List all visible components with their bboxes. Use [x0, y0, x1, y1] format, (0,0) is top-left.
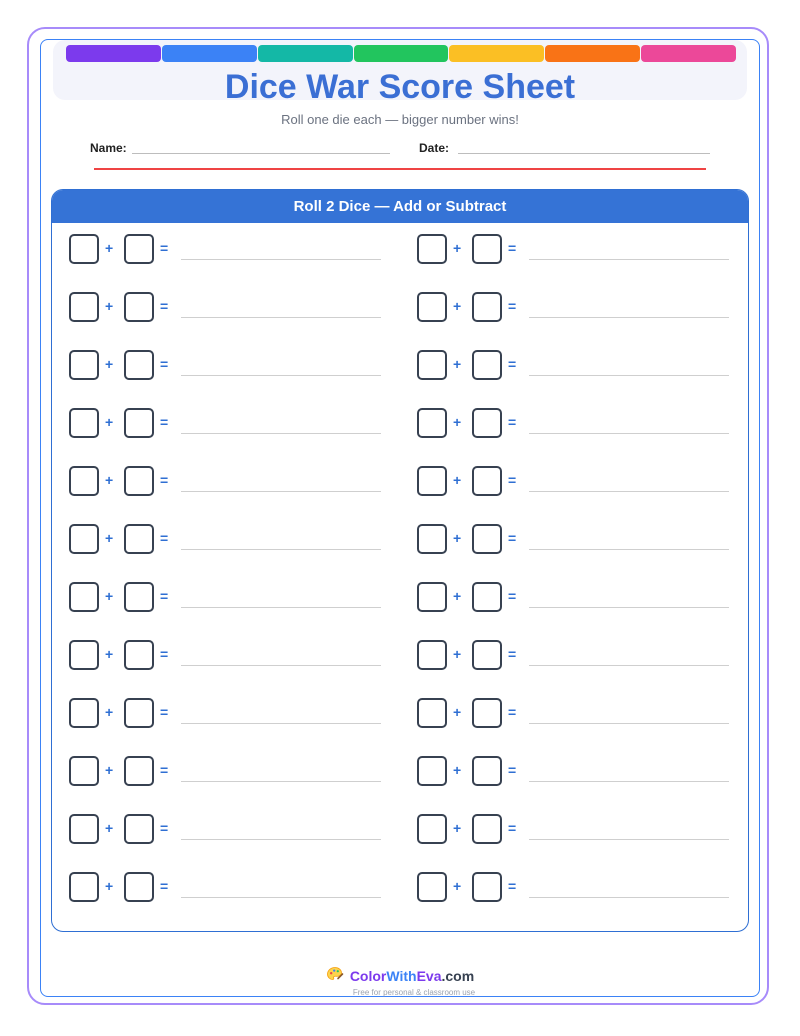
- plus-sign: +: [105, 472, 114, 488]
- equation-row: [52, 466, 748, 496]
- plus-sign: +: [105, 414, 114, 430]
- die-box-second[interactable]: [472, 582, 502, 612]
- die-box-second[interactable]: [472, 640, 502, 670]
- die-box-first[interactable]: [417, 582, 447, 612]
- die-box-first[interactable]: [69, 292, 99, 322]
- equation: [69, 234, 389, 264]
- die-box-second[interactable]: [472, 814, 502, 844]
- die-box-first[interactable]: [417, 640, 447, 670]
- equation: [417, 292, 737, 322]
- die-box-first[interactable]: [417, 350, 447, 380]
- equals-sign: =: [160, 704, 169, 720]
- answer-line[interactable]: [181, 375, 381, 376]
- plus-sign: +: [105, 356, 114, 372]
- equals-sign: =: [508, 704, 517, 720]
- equation-row: [52, 408, 748, 438]
- plus-sign: +: [453, 356, 462, 372]
- footer: [0, 966, 800, 997]
- equation: [417, 234, 737, 264]
- die-box-first[interactable]: [417, 524, 447, 554]
- color-bar-segment: [641, 45, 736, 62]
- answer-line[interactable]: [529, 433, 729, 434]
- palette-icon: [326, 966, 344, 988]
- die-box-second[interactable]: [472, 466, 502, 496]
- equation: [69, 292, 389, 322]
- die-box-second[interactable]: [124, 466, 154, 496]
- answer-line[interactable]: [529, 665, 729, 666]
- equals-sign: =: [508, 646, 517, 662]
- equation: [417, 756, 737, 786]
- die-box-second[interactable]: [472, 756, 502, 786]
- equals-sign: =: [508, 298, 517, 314]
- plus-sign: +: [453, 762, 462, 778]
- equals-sign: =: [160, 530, 169, 546]
- equals-sign: =: [508, 820, 517, 836]
- die-box-first[interactable]: [417, 872, 447, 902]
- color-bar-segment: [258, 45, 353, 62]
- equals-sign: =: [160, 762, 169, 778]
- answer-line[interactable]: [529, 723, 729, 724]
- equation: [417, 640, 737, 670]
- page-subtitle: Roll one die each — bigger number wins!: [281, 112, 519, 127]
- die-box-second[interactable]: [124, 350, 154, 380]
- die-box-second[interactable]: [472, 350, 502, 380]
- color-bar-segment: [162, 45, 257, 62]
- page-title: Dice War Score Sheet: [224, 68, 576, 106]
- plus-sign: +: [105, 878, 114, 894]
- equation-row: [52, 350, 748, 380]
- die-box-first[interactable]: [69, 408, 99, 438]
- die-box-first[interactable]: [417, 408, 447, 438]
- answer-line[interactable]: [529, 375, 729, 376]
- answer-line[interactable]: [529, 317, 729, 318]
- die-box-second[interactable]: [124, 292, 154, 322]
- die-box-first[interactable]: [69, 872, 99, 902]
- equation: [417, 350, 737, 380]
- color-bar-segment: [354, 45, 449, 62]
- equation: [417, 872, 737, 902]
- answer-line[interactable]: [181, 665, 381, 666]
- brand-suffix: .com: [441, 968, 475, 984]
- die-box-first[interactable]: [69, 524, 99, 554]
- die-box-first[interactable]: [417, 698, 447, 728]
- die-box-first[interactable]: [69, 350, 99, 380]
- equals-sign: =: [508, 762, 517, 778]
- die-box-second[interactable]: [124, 814, 154, 844]
- plus-sign: +: [105, 820, 114, 836]
- answer-line[interactable]: [181, 723, 381, 724]
- equals-sign: =: [508, 356, 517, 372]
- name-label: Name:: [90, 141, 127, 155]
- answer-line[interactable]: [529, 549, 729, 550]
- equation-row: [52, 640, 748, 670]
- plus-sign: +: [453, 298, 462, 314]
- brand-color: Color: [349, 968, 387, 984]
- die-box-first[interactable]: [417, 814, 447, 844]
- header-divider: [94, 168, 706, 170]
- answer-line[interactable]: [529, 259, 729, 260]
- equals-sign: =: [160, 820, 169, 836]
- score-section: [51, 189, 749, 932]
- die-box-first[interactable]: [69, 466, 99, 496]
- die-box-second[interactable]: [472, 234, 502, 264]
- answer-line[interactable]: [529, 491, 729, 492]
- equation-row: [52, 234, 748, 264]
- equation-row: [52, 814, 748, 844]
- equation: [69, 640, 389, 670]
- answer-line[interactable]: [181, 317, 381, 318]
- answer-line[interactable]: [181, 839, 381, 840]
- plus-sign: +: [105, 588, 114, 604]
- answer-line[interactable]: [181, 491, 381, 492]
- answer-line[interactable]: [181, 259, 381, 260]
- plus-sign: +: [453, 472, 462, 488]
- equals-sign: =: [160, 356, 169, 372]
- footer-brand[interactable]: [0, 966, 800, 988]
- answer-line[interactable]: [181, 549, 381, 550]
- plus-sign: +: [105, 240, 114, 256]
- equals-sign: =: [508, 240, 517, 256]
- equation: [69, 698, 389, 728]
- die-box-second[interactable]: [124, 640, 154, 670]
- die-box-first[interactable]: [69, 756, 99, 786]
- plus-sign: +: [453, 646, 462, 662]
- plus-sign: +: [453, 414, 462, 430]
- equation: [417, 582, 737, 612]
- equation-row: [52, 582, 748, 612]
- equals-sign: =: [160, 298, 169, 314]
- equation: [69, 350, 389, 380]
- equals-sign: =: [508, 878, 517, 894]
- equation: [417, 524, 737, 554]
- die-box-second[interactable]: [472, 872, 502, 902]
- equation-row: [52, 524, 748, 554]
- equation: [417, 408, 737, 438]
- equation: [69, 524, 389, 554]
- plus-sign: +: [105, 704, 114, 720]
- die-box-first[interactable]: [417, 756, 447, 786]
- die-box-second[interactable]: [124, 234, 154, 264]
- equals-sign: =: [508, 588, 517, 604]
- die-box-first[interactable]: [69, 640, 99, 670]
- name-field[interactable]: [132, 153, 390, 154]
- die-box-first[interactable]: [69, 234, 99, 264]
- equation: [417, 698, 737, 728]
- equation: [69, 582, 389, 612]
- color-bar-segment: [449, 45, 544, 62]
- die-box-first[interactable]: [69, 698, 99, 728]
- equals-sign: =: [160, 414, 169, 430]
- equation: [69, 466, 389, 496]
- die-box-second[interactable]: [124, 408, 154, 438]
- equals-sign: =: [508, 472, 517, 488]
- plus-sign: +: [453, 820, 462, 836]
- color-bar-segment: [545, 45, 640, 62]
- brand-eva: Eva: [416, 968, 442, 984]
- die-box-second[interactable]: [472, 408, 502, 438]
- equation: [417, 466, 737, 496]
- plus-sign: +: [453, 530, 462, 546]
- answer-line[interactable]: [181, 607, 381, 608]
- date-label: Date:: [419, 141, 450, 155]
- answer-line[interactable]: [181, 781, 381, 782]
- equals-sign: =: [160, 646, 169, 662]
- footer-tagline: Free for personal & classroom use: [352, 988, 476, 997]
- plus-sign: +: [453, 588, 462, 604]
- die-box-second[interactable]: [472, 524, 502, 554]
- die-box-first[interactable]: [69, 582, 99, 612]
- answer-line[interactable]: [529, 897, 729, 898]
- die-box-second[interactable]: [124, 582, 154, 612]
- plus-sign: +: [453, 704, 462, 720]
- equals-sign: =: [508, 530, 517, 546]
- equation: [69, 756, 389, 786]
- color-bar-segment: [66, 45, 161, 62]
- answer-line[interactable]: [529, 839, 729, 840]
- answer-line[interactable]: [529, 781, 729, 782]
- die-box-second[interactable]: [124, 698, 154, 728]
- equation-row: [52, 756, 748, 786]
- die-box-second[interactable]: [472, 698, 502, 728]
- brand-with: With: [386, 968, 417, 984]
- equation: [417, 814, 737, 844]
- equals-sign: =: [160, 878, 169, 894]
- rainbow-color-bar: [66, 45, 736, 62]
- date-field[interactable]: [458, 153, 710, 154]
- plus-sign: +: [105, 762, 114, 778]
- equals-sign: =: [160, 472, 169, 488]
- die-box-second[interactable]: [124, 872, 154, 902]
- equation: [69, 408, 389, 438]
- equation: [69, 814, 389, 844]
- die-box-first[interactable]: [417, 466, 447, 496]
- answer-line[interactable]: [529, 607, 729, 608]
- section-title: Roll 2 Dice — Add or Subtract: [52, 190, 748, 223]
- equals-sign: =: [160, 588, 169, 604]
- plus-sign: +: [105, 530, 114, 546]
- answer-line[interactable]: [181, 433, 381, 434]
- equals-sign: =: [508, 414, 517, 430]
- equation-row: [52, 872, 748, 902]
- die-box-first[interactable]: [69, 814, 99, 844]
- plus-sign: +: [105, 646, 114, 662]
- equation-row: [52, 292, 748, 322]
- plus-sign: +: [453, 240, 462, 256]
- plus-sign: +: [105, 298, 114, 314]
- die-box-second[interactable]: [124, 756, 154, 786]
- equation: [69, 872, 389, 902]
- plus-sign: +: [453, 878, 462, 894]
- die-box-second[interactable]: [124, 524, 154, 554]
- equals-sign: =: [160, 240, 169, 256]
- equation-row: [52, 698, 748, 728]
- die-box-first[interactable]: [417, 234, 447, 264]
- die-box-second[interactable]: [472, 292, 502, 322]
- die-box-first[interactable]: [417, 292, 447, 322]
- answer-line[interactable]: [181, 897, 381, 898]
